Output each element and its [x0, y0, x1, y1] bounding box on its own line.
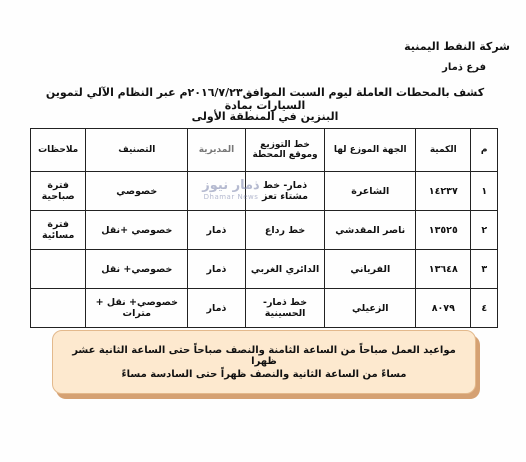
cell-num: ٤	[471, 289, 498, 328]
cell-entity: الفرياني	[325, 250, 416, 289]
header-notes: ملاحظات	[31, 129, 86, 172]
cell-station: ذمار- خط مشتاء تعز	[245, 172, 325, 211]
cell-num: ٢	[471, 211, 498, 250]
header-entity: الجهة الموزع لها	[325, 129, 416, 172]
cell-quantity: ١٤٢٣٧	[416, 172, 471, 211]
cell-classification: خصوصي+ نقل + مترات	[86, 289, 188, 328]
cell-station: خط ذمار- الحسينية	[245, 289, 325, 328]
cell-directorate: ذمار	[188, 289, 246, 328]
table-row	[31, 211, 498, 250]
cell-notes	[31, 250, 86, 289]
header-station: خط التوزيع وموقع المحطة	[245, 129, 325, 172]
cell-directorate: ذمار	[188, 250, 246, 289]
note-line-evening: مساءً من الساعة الثانية والنصف ظهراً حتى السادسة مساءً	[121, 369, 407, 380]
cell-classification: خصوصي +نقل	[86, 211, 188, 250]
cell-quantity: ١٣٥٢٥	[416, 211, 471, 250]
header-quantity: الكمية	[416, 129, 471, 172]
table-header-row	[31, 129, 498, 172]
cell-notes: فترة مسائية	[31, 211, 86, 250]
cell-num: ٣	[471, 250, 498, 289]
table-row	[31, 289, 498, 328]
header-directorate: المديرية	[188, 129, 246, 172]
cell-classification: خصوصي	[86, 172, 188, 211]
cell-directorate	[188, 172, 246, 211]
cell-station: الدائري الغربي	[245, 250, 325, 289]
header-classification: التصنيف	[86, 129, 188, 172]
company-name: شركة النفط اليمنية	[404, 40, 510, 53]
table-row	[31, 172, 498, 211]
cell-notes	[31, 289, 86, 328]
cell-num: ١	[471, 172, 498, 211]
watermark-text: ذمار نيوز	[202, 178, 260, 193]
cell-entity: الزعيلي	[325, 289, 416, 328]
table-row	[31, 250, 498, 289]
report-subtitle: البنزين في المنطقة الأولى	[191, 110, 339, 123]
working-hours-note	[52, 330, 476, 394]
report-title: كشف بالمحطات العاملة ليوم السبت الموافق٢٠١٦/٧/٢٣م عبر النظام الآلي لتموين السيارات بمادة	[45, 86, 485, 112]
cell-entity: الشاعرة	[325, 172, 416, 211]
cell-quantity: ٨٠٧٩	[416, 289, 471, 328]
stations-table	[30, 128, 498, 328]
header-num: م	[471, 129, 498, 172]
cell-classification: خصوصي+ نقل	[86, 250, 188, 289]
cell-station: خط رداع	[245, 211, 325, 250]
branch-name: فرع ذمار	[442, 62, 486, 73]
cell-notes: فترة صباحية	[31, 172, 86, 211]
note-line-morning: مواعيد العمل صباحاً من الساعة الثامنة والنصف صباحاً حتى الساعة الثانية عشر ظهرا	[72, 345, 456, 367]
watermark-subtext: Dhamar News	[203, 193, 259, 201]
cell-directorate: ذمار	[188, 211, 246, 250]
cell-quantity: ١٣٦٤٨	[416, 250, 471, 289]
cell-entity: ناصر المقدشي	[325, 211, 416, 250]
